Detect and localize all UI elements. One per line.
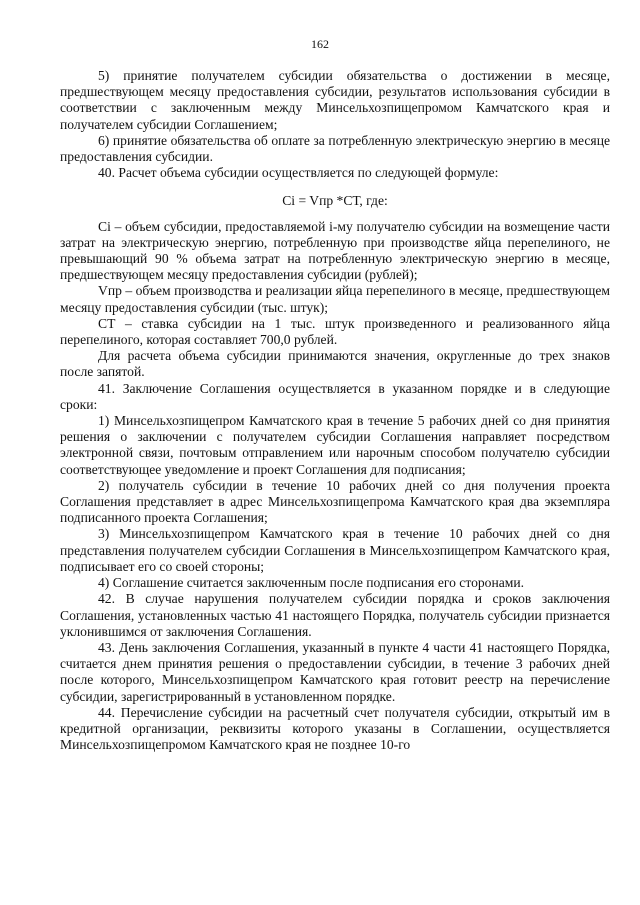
paragraph-section-42: 42. В случае нарушения получателем субсидии порядка и сроков заключения Соглашения, установленных частью 41 настоящего Порядка, получатель субсидии признается уклонившимся от заключения Соглашения. (60, 591, 610, 639)
formula: Ci = Vпр *СТ, где: (282, 193, 388, 209)
page-number: 162 (311, 37, 329, 51)
paragraph-41-item-1: 1) Минсельхозпищепром Камчатского края в течение 5 рабочих дней со дня принятия решения о заключении с получателем субсидии Соглашения направляет посредством электронной связи, почтовым отправлением или нарочным способом получателю субсидии соответствующее уведомление и проект Соглашения для подписания; (60, 413, 610, 477)
paragraph-41-item-4: 4) Соглашение считается заключенным после подписания его сторонами. (98, 575, 525, 591)
paragraph-section-41: 41. Заключение Соглашения осуществляется в указанном порядке и в следующие сроки: (60, 380, 610, 412)
definition-st: СТ – ставка субсидии на 1 тыс. штук произведенного и реализованного яйца перепелиного, которая составляет 700,0 рублей. (60, 315, 610, 348)
paragraph-section-44: 44. Перечисление субсидии на расчетный счет получателя субсидии, открытый им в кредитной организации, реквизиты которого указаны в Соглашении, осуществляется Минсельхозпищепромом Камчатского края не позднее 10-го (60, 704, 610, 753)
paragraph-section-43: 43. День заключения Соглашения, указанный в пункте 4 части 41 настоящего Порядка, считается днем принятия решения о предоставлении субсидии, в течение 3 рабочих дней после которого, Минсельхозпищепром Камчатского края готовит реестр на перечисление субсидии, зарегистрированный в установленном порядке. (60, 639, 610, 704)
paragraph-section-40: 40. Расчет объема субсидии осуществляется по следующей формуле: (98, 165, 499, 181)
document-body (60, 68, 610, 753)
paragraph-41-item-2: 2) получатель субсидии в течение 10 рабочих дней со дня получения проекта Соглашения представляет в адрес Минсельхозпищепрома Камчатского края два экземпляра подписанного проекта Соглашения; (60, 477, 610, 526)
paragraph-41-item-3: 3) Минсельхозпищепром Камчатского края в течение 10 рабочих дней со дня представления получателем субсидии Соглашения в Минсельхозпищепром Камчатского края, подписывает его со своей стороны; (60, 526, 610, 574)
paragraph-item-5: 5) принятие получателем субсидии обязательства о достижении в месяце, предшествующем месяцу предоставления субсидии, результатов использования субсидии в соответствии с заключенным между Минсельхозпищепромом Камчатского края и получателем субсидии Соглашением; (60, 68, 610, 132)
definition-ci: Ci – объем субсидии, предоставляемой i-му получателю субсидии на возмещение части затрат на электрическую энергию, потребленную при производстве яйца перепелиного, не превышающий 90 % объема затрат на потребленную электрическую энергию в месяце, предшествующем месяцу предоставления субсидии (рублей); (60, 218, 610, 283)
definition-vpr: Vпр – объем производства и реализации яйца перепелиного в месяце, предшествующем месяцу предоставления субсидии (тыс. штук); (60, 283, 610, 315)
rounding-note: Для расчета объема субсидии принимаются значения, округленные до трех знаков после запятой. (60, 348, 610, 380)
paragraph-item-6: 6) принятие обязательства об оплате за потребленную электрическую энергию в месяце предоставления субсидии. (60, 132, 610, 165)
